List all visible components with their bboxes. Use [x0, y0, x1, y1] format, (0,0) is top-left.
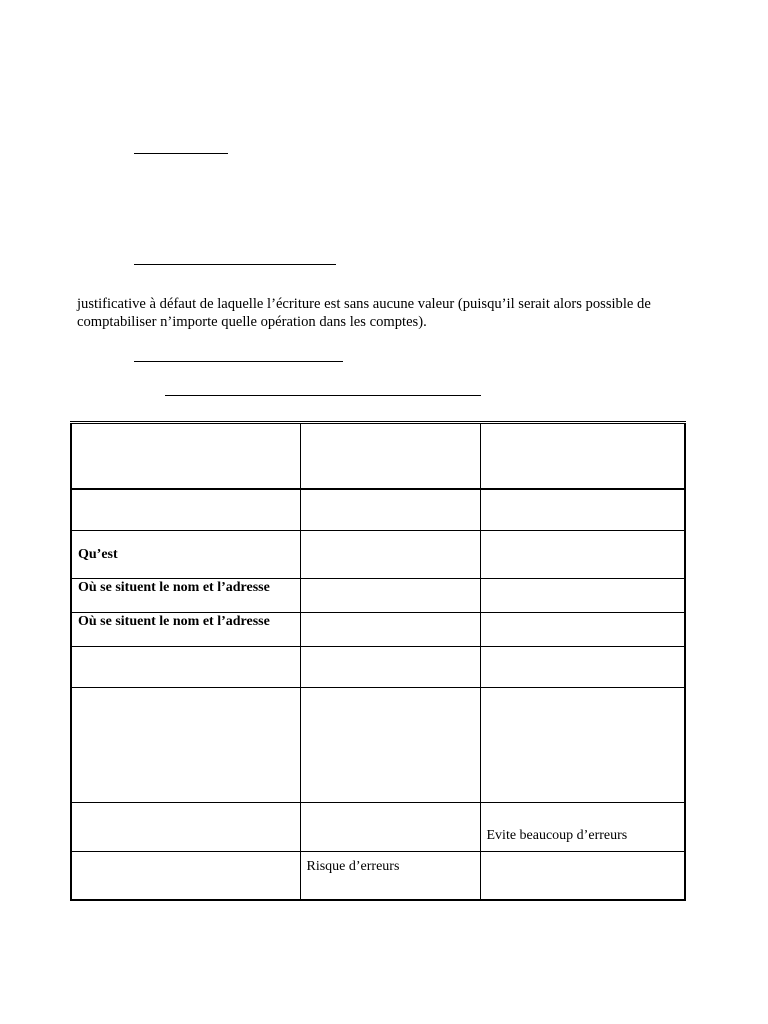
table-cell — [480, 579, 685, 613]
table-row — [71, 647, 685, 688]
table-cell — [480, 647, 685, 688]
table-row — [71, 579, 685, 613]
table-cell: Où se situent le nom et l’adresse — [71, 613, 300, 647]
heading-underline-2 — [134, 264, 336, 265]
table-cell: Qu’est — [71, 531, 300, 579]
table-cell — [300, 613, 480, 647]
table-cell — [480, 613, 685, 647]
table-cell — [71, 489, 300, 531]
table-row — [71, 531, 685, 579]
table-cell — [480, 688, 685, 803]
table-cell — [300, 423, 480, 489]
table-cell: Risque d’erreurs — [300, 852, 480, 900]
table-cell — [300, 489, 480, 531]
table-row — [71, 852, 685, 900]
comparison-table — [70, 421, 686, 901]
heading-underline-4 — [165, 395, 481, 396]
table-cell — [71, 688, 300, 803]
table-cell — [300, 803, 480, 852]
table-row — [71, 803, 685, 852]
table-cell — [300, 647, 480, 688]
table-cell — [300, 688, 480, 803]
table-cell — [480, 489, 685, 531]
table-cell — [480, 531, 685, 579]
table-cell — [480, 423, 685, 489]
table-cell — [300, 531, 480, 579]
table-cell — [71, 423, 300, 489]
table-cell: Où se situent le nom et l’adresse — [71, 579, 300, 613]
table-row — [71, 613, 685, 647]
table-cell — [480, 852, 685, 900]
heading-underline-1 — [134, 153, 228, 154]
table-cell — [71, 852, 300, 900]
table-row — [71, 688, 685, 803]
table-cell — [71, 647, 300, 688]
table-cell — [71, 803, 300, 852]
table-cell: Evite beaucoup d’erreurs — [480, 803, 685, 852]
table-row — [71, 489, 685, 531]
table-row — [71, 423, 685, 489]
table-cell — [300, 579, 480, 613]
heading-underline-3 — [134, 361, 343, 362]
body-paragraph: justificative à défaut de laquelle l’écriture est sans aucune valeur (puisqu’il serait alors possible de comptabiliser n’importe quelle opération dans les comptes). — [77, 296, 651, 330]
